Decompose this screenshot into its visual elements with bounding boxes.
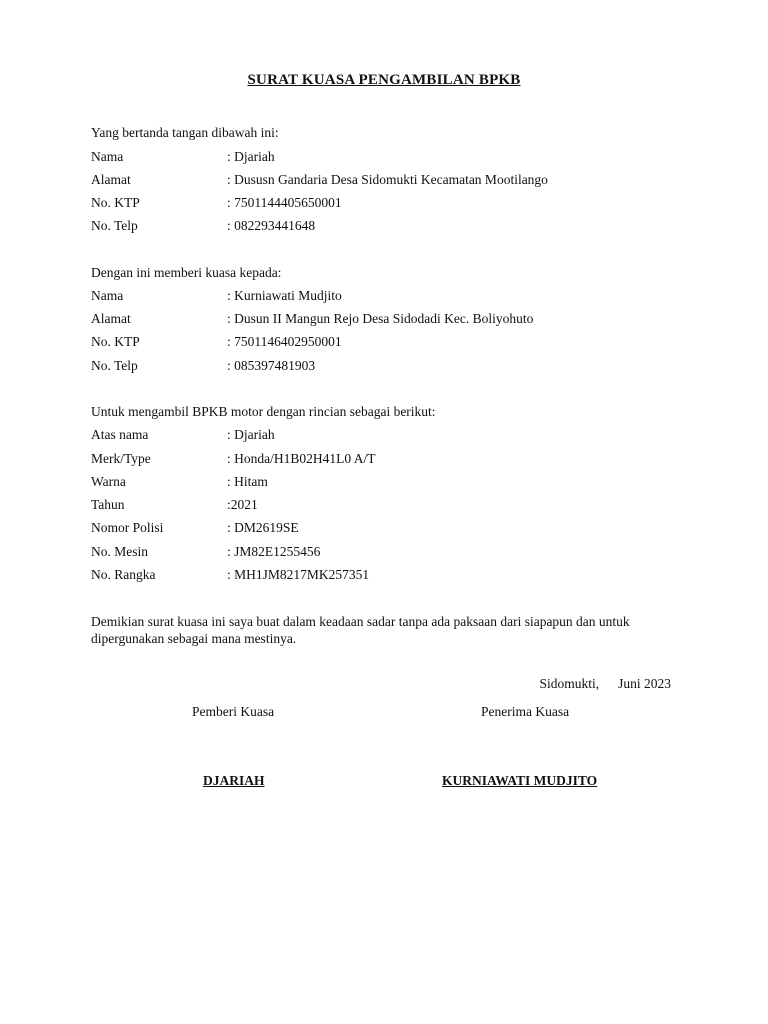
field-value: : Dususn Gandaria Desa Sidomukti Kecamatan Mootilango	[227, 172, 548, 187]
date: Juni 2023	[618, 676, 671, 691]
closing-paragraph: Demikian surat kuasa ini saya buat dalam keadaan sadar tanpa ada paksaan dari siapapun dan untuk dipergunakan sebagai mana mestinya.	[91, 614, 630, 646]
field-value: : Dusun II Mangun Rejo Desa Sidodadi Kec. Boliyohuto	[227, 311, 534, 326]
field-label: Nama	[91, 149, 124, 164]
field-label: No. KTP	[91, 334, 140, 349]
field-label: No. Telp	[91, 218, 138, 233]
place-date	[539, 676, 671, 692]
field-label: No. KTP	[91, 195, 140, 210]
field-value: : Djariah	[227, 149, 275, 164]
field-label: Alamat	[91, 172, 131, 187]
field-value: : JM82E1255456	[227, 544, 321, 559]
field-label: Atas nama	[91, 427, 149, 442]
field-label: No. Mesin	[91, 544, 148, 559]
giver-intro: Yang bertanda tangan dibawah ini:	[91, 125, 279, 140]
receiver-intro: Dengan ini memberi kuasa kepada:	[91, 265, 282, 280]
field-value: : DM2619SE	[227, 520, 299, 535]
field-value: : 082293441648	[227, 218, 316, 233]
field-label: Nama	[91, 288, 124, 303]
field-label: No. Rangka	[91, 567, 156, 582]
field-value: : 085397481903	[227, 358, 316, 373]
giver-signature-name: DJARIAH	[203, 773, 265, 788]
giver-role: Pemberi Kuasa	[192, 704, 275, 719]
field-label: Nomor Polisi	[91, 520, 164, 535]
field-value: : Hitam	[227, 474, 268, 489]
field-value: : 7501144405650001	[227, 195, 342, 210]
field-value: : 7501146402950001	[227, 334, 342, 349]
receiver-role: Penerima Kuasa	[481, 704, 570, 719]
field-value: :2021	[227, 497, 258, 512]
place: Sidomukti,	[539, 676, 600, 691]
field-label: Alamat	[91, 311, 131, 326]
field-label: No. Telp	[91, 358, 138, 373]
field-label: Merk/Type	[91, 451, 151, 466]
field-value: : MH1JM8217MK257351	[227, 567, 370, 582]
field-value: : Honda/H1B02H41L0 A/T	[227, 451, 376, 466]
field-value: : Djariah	[227, 427, 275, 442]
field-label: Warna	[91, 474, 126, 489]
vehicle-intro: Untuk mengambil BPKB motor dengan rincian sebagai berikut:	[91, 404, 436, 419]
field-value: : Kurniawati Mudjito	[227, 288, 342, 303]
document-title: SURAT KUASA PENGAMBILAN BPKB	[247, 72, 521, 88]
field-label: Tahun	[91, 497, 125, 512]
receiver-signature-name: KURNIAWATI MUDJITO	[442, 773, 598, 788]
